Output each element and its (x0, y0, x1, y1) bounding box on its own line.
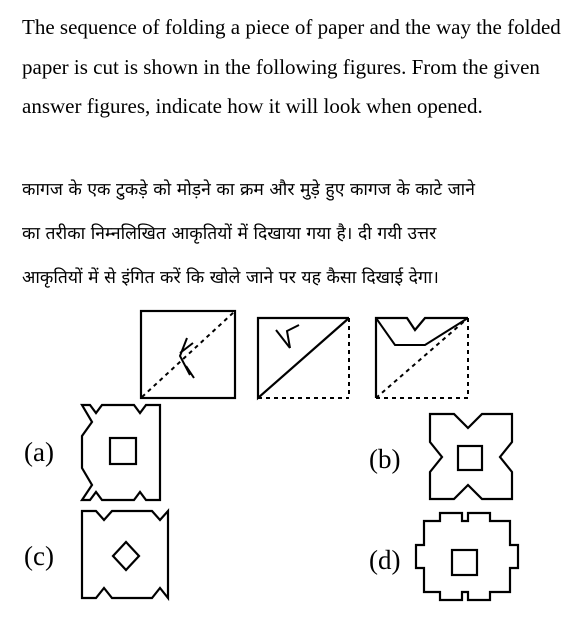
question-figure-2 (258, 318, 349, 398)
answer-figure-b (430, 414, 512, 499)
question-figure-1 (141, 311, 235, 398)
question-hindi-line-3: आकृतियों में से इंगित करें कि खोले जाने पर यह कैसा दिखाई देगा। (22, 268, 439, 288)
option-label-b[interactable]: (b) (369, 444, 401, 474)
question-figure-3 (376, 318, 468, 398)
question-hindi-line-1: कागज के एक टुकड़े को मोड़ने का क्रम और मुड़े हुए कागज के काटे जाने (22, 180, 475, 200)
question-english: The sequence of folding a piece of paper and the way the folded paper is cut is shown in the following figures. From the given answer figures, indicate how it will look when opened. (22, 15, 561, 118)
option-label-a[interactable]: (a) (24, 437, 54, 467)
answer-figure-d (416, 513, 518, 600)
option-label-c[interactable]: (c) (24, 541, 54, 571)
answer-figure-c (82, 511, 168, 598)
answer-figure-a (82, 405, 160, 500)
question-hindi-line-2: का तरीका निम्नलिखित आकृतियों में दिखाया गया है। दी गयी उत्तर (22, 224, 437, 244)
option-label-d[interactable]: (d) (369, 545, 401, 575)
